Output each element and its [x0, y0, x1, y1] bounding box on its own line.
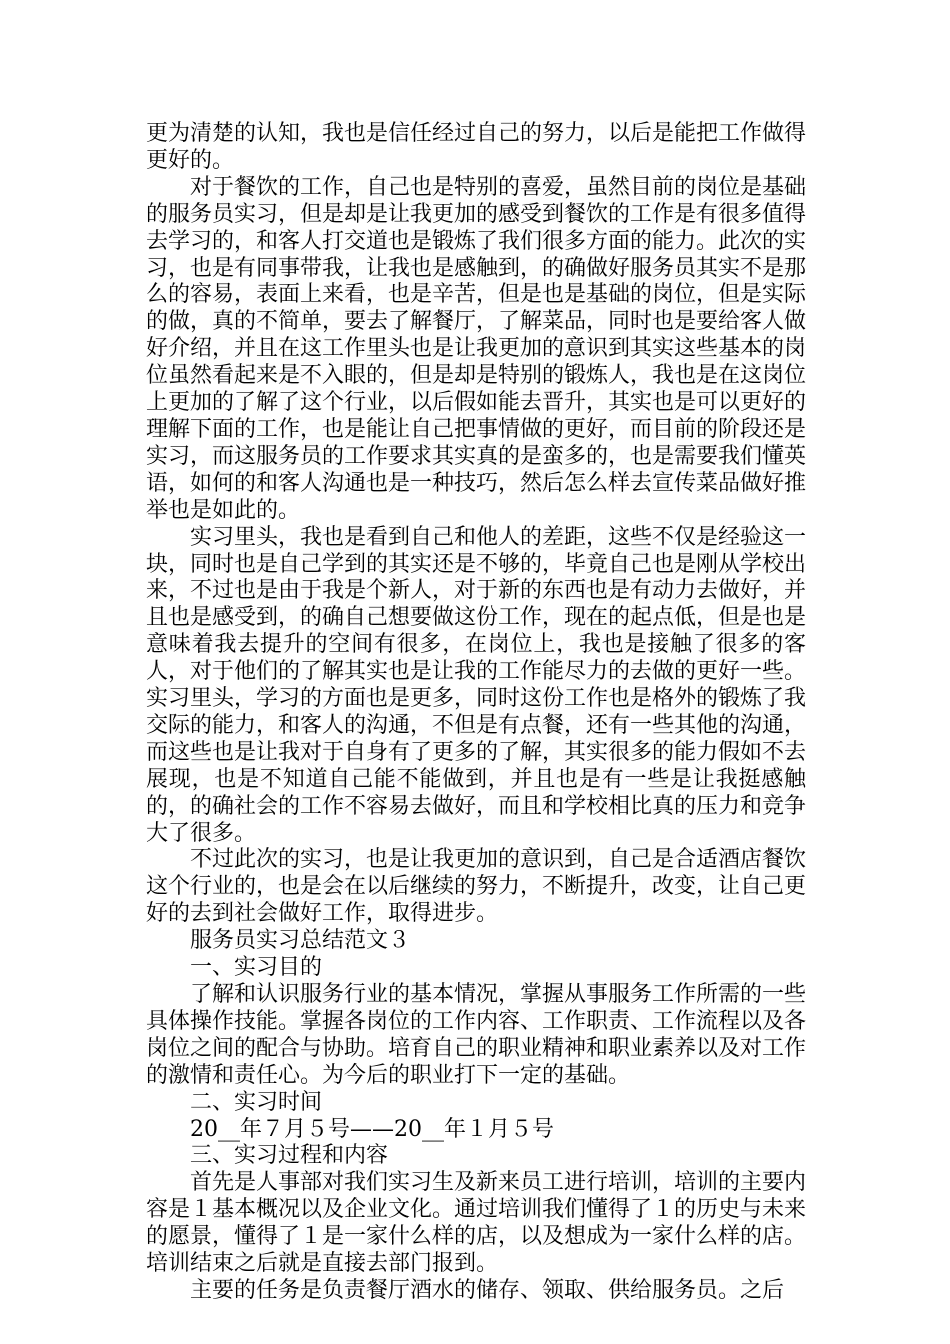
paragraph-internship-gap: 实习里头，我也是看到自己和他人的差距，这些不仅是经验这一块，同时也是自己学到的其实还是不够的，毕竟自己也是刚从学校出来，不过也是由于我是个新人，对于新的东西也是有动力去做好，并且也是感受到，的确自己想要做这份工作，现在的起点低，但是也是意味着我去提升的空间有很多，在岗位上，我也是接触了很多的客人，对于他们的了解其实也是让我的工作能尽力的去做的更好一些。实习里头，学习的方面也是更多，同时这份工作也是格外的锻炼了我交际的能力，和客人的沟通，不但是有点餐，还有一些其他的沟通，而这些也是让我对于自身有了更多的了解，其实很多的能力假如不去展现，也是不知道自己能不能做到，并且也是有一些是让我挺感触的，的确社会的工作不容易去做好，而且和学校相比真的压力和竞争大了很多。: [146, 524, 807, 846]
paragraph-conclusion: 不过此次的实习，也是让我更加的意识到，自己是合适酒店餐饮这个行业的，也是会在以后继续的努力，不断提升，改变，让自己更好的去到社会做好工作，取得进步。: [146, 847, 807, 927]
section-title: 服务员实习总结范文３: [190, 928, 411, 954]
paragraph-tasks: 主要的任务是负责餐厅酒水的储存、领取、供给服务员。之后: [190, 1277, 785, 1303]
document-page: [146, 121, 806, 1305]
paragraph-purpose: 了解和认识服务行业的基本情况，掌握从事服务工作所需的一些具体操作技能。掌握各岗位的工作内容、工作职责、工作流程以及各岗位之间的配合与协助。培育自己的职业精神和职业素养以及对工作的激情和责任心。为今后的职业打下一定的基础。: [146, 982, 807, 1088]
heading-time: 二、实习时间: [190, 1089, 323, 1115]
heading-purpose: 一、实习目的: [190, 955, 323, 981]
paragraph-training: 首先是人事部对我们实习生及新来员工进行培训，培训的主要内容是１基本概况以及企业文化。通过培训我们懂得了１的历史与未来的愿景，懂得了１是一家什么样的店，以及想成为一家什么样的店。培训结束之后就是直接去部门报到。: [146, 1170, 807, 1277]
paragraph-continuation: 更为清楚的认知，我也是信任经过自己的努力，以后是能把工作做得更好的。: [146, 121, 807, 173]
heading-process: 三、实习过程和内容: [190, 1143, 389, 1169]
paragraph-time: 20__年７月５号——20__年１月５号: [190, 1116, 554, 1142]
paragraph-catering-work: 对于餐饮的工作，自己也是特别的喜爱，虽然目前的岗位是基础的服务员实习，但是却是让我更加的感受到餐饮的工作是有很多值得去学习的，和客人打交道也是锻炼了我们很多方面的能力。此次的实习，也是有同事带我，让我也是感触到，的确做好服务员其实不是那么的容易，表面上来看，也是辛苦，但是也是基础的岗位，但是实际的做，真的不简单，要去了解餐厅，了解菜品，同时也是要给客人做好介绍，并且在这工作里头也是让我更加的意识到其实这些基本的岗位虽然看起来是不入眼的，但是却是特别的锻炼人，我也是在这岗位上更加的了解了这个行业，以后假如能去晋升，其实也是可以更好的理解下面的工作，也是能让自己把事情做的更好，而目前的阶段还是实习，而这服务员的工作要求其实真的是蛮多的，也是需要我们懂英语，如何的和客人沟通也是一种技巧，然后怎么样去宣传菜品做好推举也是如此的。: [146, 174, 807, 523]
